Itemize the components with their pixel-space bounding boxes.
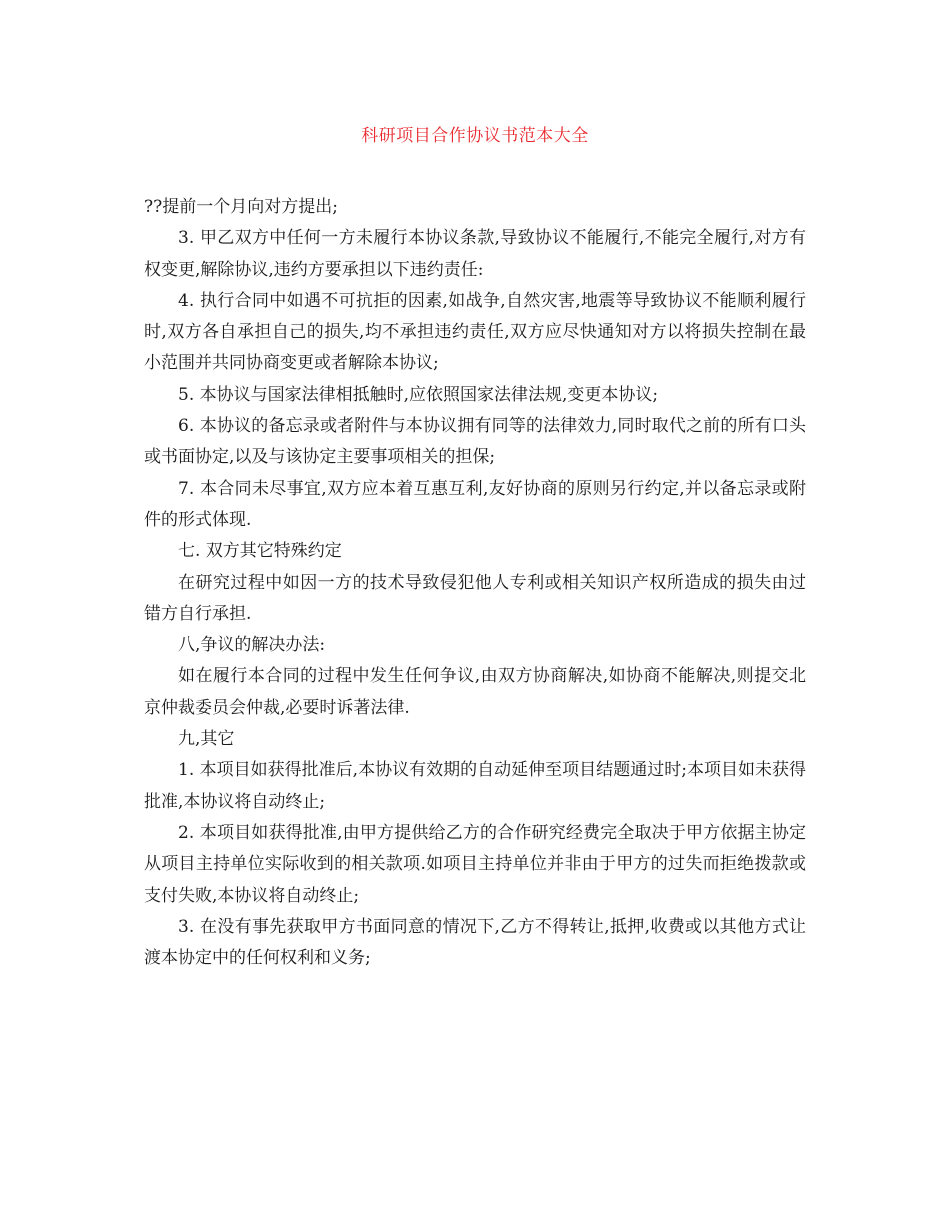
section-9-clause-1: 1. 本项目如获得批准后,本协议有效期的自动延伸至项目结题通过时;本项目如未获得批准,本协议将自动终止; (144, 760, 806, 812)
clause-6-memorandum: 6. 本协议的备忘录或者附件与本协议拥有同等的法律效力,同时取代之前的所有口头或书面协定,以及与该协定主要事项相关的担保; (144, 416, 806, 468)
section-8-body: 如在履行本合同的过程中发生任何争议,由双方协商解决,如协商不能解决,则提交北京仲裁委员会仲裁,必要时诉著法律. (144, 666, 806, 718)
clause-5-law-conflict: 5. 本协议与国家法律相抵触时,应依照国家法律法规,变更本协议; (178, 384, 659, 405)
section-7-body: 在研究过程中如因一方的技术导致侵犯他人专利或相关知识产权所造成的损失由过错方自行承担. (144, 572, 806, 624)
clause-7-unaddressed-matters: 7. 本合同未尽事宜,双方应本着互惠互利,友好协商的原则另行约定,并以备忘录或附件的形式体现. (144, 478, 806, 530)
section-9-heading: 九,其它 (178, 729, 235, 750)
section-8-heading: 八,争议的解决办法: (178, 635, 326, 656)
document-body (144, 192, 806, 974)
paragraph-continuation: ??提前一个月向对方提出; (144, 197, 338, 217)
document-title: 科研项目合作协议书范本大全 (361, 126, 589, 146)
clause-4-force-majeure: 4. 执行合同中如遇不可抗拒的因素,如战争,自然灾害,地震等导致协议不能顺利履行时,双方各自承担自己的损失,均不承担违约责任,双方应尽快通知对方以将损失控制在最小范围并共同协商变更或者解除本协议; (144, 290, 806, 374)
section-7-heading: 七. 双方其它特殊约定 (178, 541, 342, 562)
section-9-clause-2: 2. 本项目如获得批准,由甲方提供给乙方的合作研究经费完全取决于甲方依据主协定从项目主持单位实际收到的相关款项.如项目主持单位并非由于甲方的过失而拒绝拨款或支付失败,本协议将自动终止; (144, 822, 806, 906)
section-9-clause-3: 3. 在没有事先获取甲方书面同意的情况下,乙方不得转让,抵押,收费或以其他方式让渡本协定中的任何权利和义务; (144, 916, 806, 969)
clause-3-breach: 3. 甲乙双方中任何一方未履行本协议条款,导致协议不能履行,不能完全履行,对方有权变更,解除协议,违约方要承担以下违约责任: (144, 228, 806, 280)
